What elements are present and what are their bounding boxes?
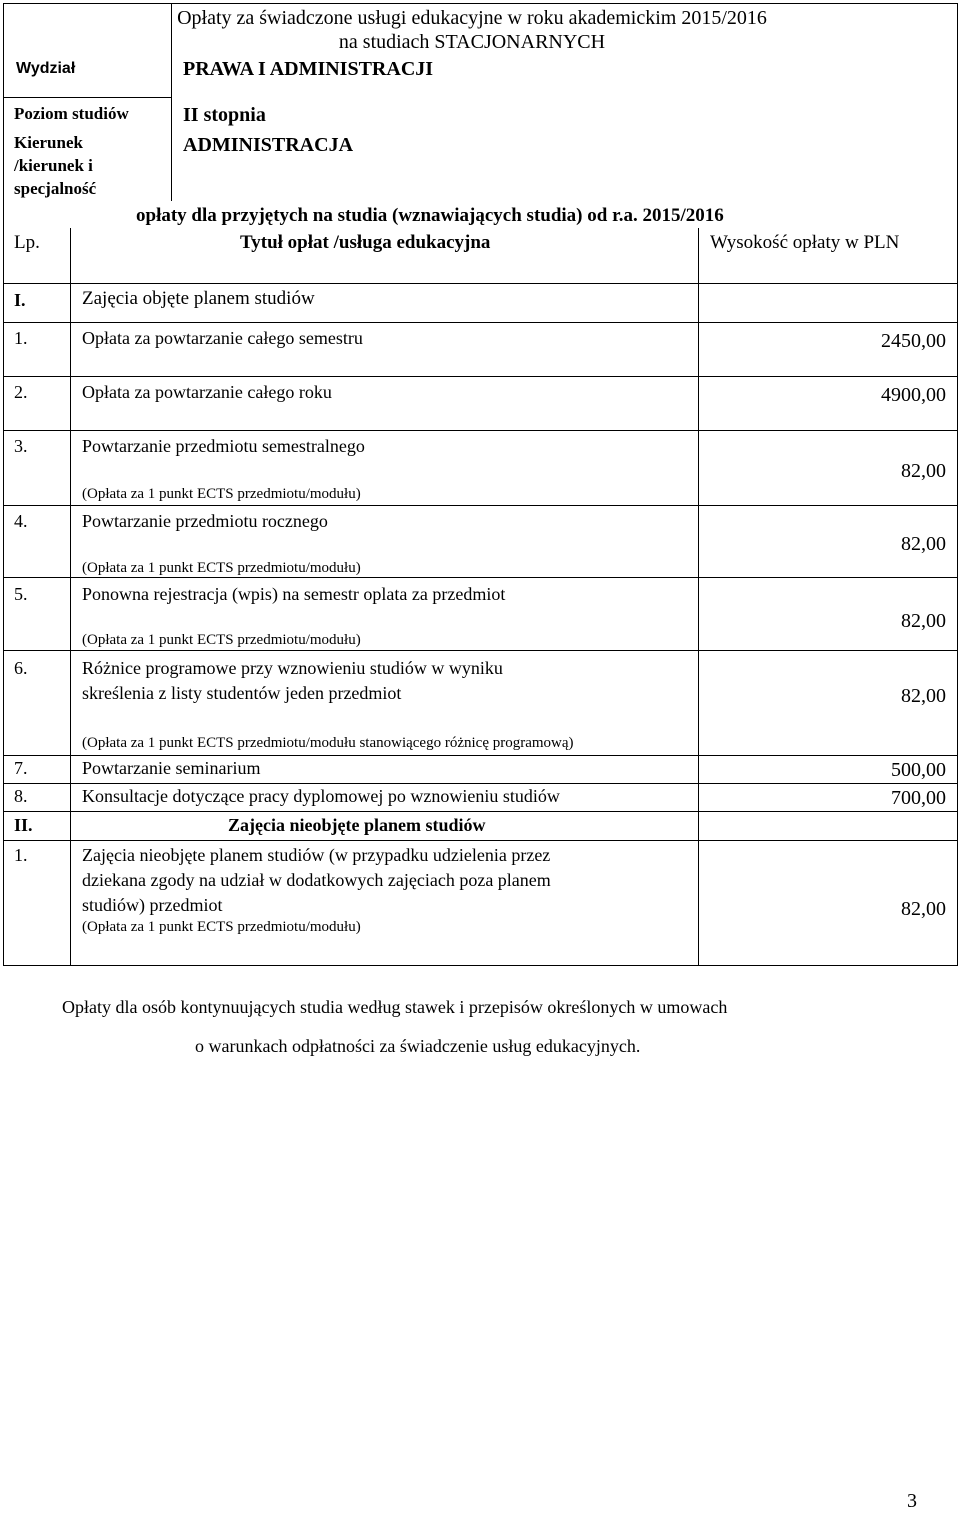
row-divider bbox=[3, 755, 958, 756]
row-amount: 500,00 bbox=[891, 759, 946, 781]
poziom-label: Poziom studiów bbox=[14, 104, 129, 123]
row-divider bbox=[3, 283, 958, 284]
wydzial-label: Wydział bbox=[16, 60, 76, 77]
row-text: Różnice programowe przy wznowieniu studiów w wyniku bbox=[82, 658, 503, 678]
row-text-line3: studiów) przedmiot bbox=[82, 895, 223, 915]
row-text: Zajęcia nieobjęte planem studiów (w przypadku udzielenia przez bbox=[82, 845, 551, 865]
row-amount: 82,00 bbox=[901, 533, 946, 555]
row-amount: 82,00 bbox=[901, 610, 946, 632]
wydzial-value: PRAWA I ADMINISTRACJI bbox=[183, 58, 434, 80]
row-divider bbox=[3, 430, 958, 431]
row-note: (Opłata za 1 punkt ECTS przedmiotu/modułu) bbox=[82, 560, 361, 576]
page-number: 3 bbox=[907, 1490, 917, 1512]
row-amount: 82,00 bbox=[901, 898, 946, 920]
row-number: 1. bbox=[14, 845, 28, 865]
row-text: Konsultacje dotyczące pracy dyplomowej po wznowieniu studiów bbox=[82, 786, 560, 806]
row-text-line2: skreślenia z listy studentów jeden przedmiot bbox=[82, 683, 402, 703]
row-note: (Opłata za 1 punkt ECTS przedmiotu/modułu) bbox=[82, 632, 361, 648]
row-divider bbox=[3, 811, 958, 812]
row-number: 3. bbox=[14, 436, 28, 456]
row-amount: 2450,00 bbox=[881, 330, 946, 352]
row-note: (Opłata za 1 punkt ECTS przedmiotu/modułu) bbox=[82, 486, 361, 502]
wydzial-row-divider bbox=[3, 97, 171, 98]
kierunek-value: ADMINISTRACJA bbox=[183, 134, 354, 156]
row-number: 2. bbox=[14, 382, 28, 402]
document-title: Opłaty za świadczone usługi edukacyjne w roku akademickim 2015/2016 bbox=[177, 7, 767, 29]
footer-note-line1: Opłaty dla osób kontynuujących studia według stawek i przepisów określonych w umowach bbox=[62, 997, 728, 1017]
row-divider bbox=[3, 376, 958, 377]
group-number: I. bbox=[14, 290, 26, 310]
row-amount: 700,00 bbox=[891, 787, 946, 809]
row-text: Ponowna rejestracja (wpis) na semestr oplata za przedmiot bbox=[82, 584, 506, 604]
kierunek-label-1: Kierunek bbox=[14, 133, 83, 152]
table-border-top bbox=[3, 3, 958, 4]
document-subtitle: na studiach STACJONARNYCH bbox=[338, 31, 606, 53]
row-divider bbox=[3, 840, 958, 841]
row-divider bbox=[3, 783, 958, 784]
row-text: Powtarzanie seminarium bbox=[82, 758, 261, 778]
row-divider bbox=[3, 505, 958, 506]
group-number: II. bbox=[14, 815, 33, 835]
row-divider bbox=[3, 322, 958, 323]
lp-column-divider bbox=[70, 228, 71, 965]
row-amount: 82,00 bbox=[901, 685, 946, 707]
amount-column-divider bbox=[698, 228, 699, 965]
table-border-bottom bbox=[3, 965, 958, 966]
column-header-amount: Wysokość opłaty w PLN bbox=[710, 232, 900, 253]
row-divider bbox=[3, 650, 958, 651]
column-header-title: Tytuł opłat /usługa edukacyjna bbox=[240, 232, 491, 253]
footer-note-line2: o warunkach odpłatności za świadczenie usług edukacyjnych. bbox=[195, 1036, 641, 1056]
group-title: Zajęcia objęte planem studiów bbox=[82, 288, 315, 309]
row-amount: 4900,00 bbox=[881, 384, 946, 406]
row-number: 6. bbox=[14, 658, 28, 678]
row-note: (Opłata za 1 punkt ECTS przedmiotu/modułu) bbox=[82, 919, 361, 935]
row-text: Powtarzanie przedmiotu rocznego bbox=[82, 511, 328, 531]
section-heading: opłaty dla przyjętych na studia (wznawiających studia) od r.a. 2015/2016 bbox=[136, 205, 724, 226]
row-number: 7. bbox=[14, 758, 28, 778]
row-text: Powtarzanie przedmiotu semestralnego bbox=[82, 436, 365, 456]
group-title: Zajęcia nieobjęte planem studiów bbox=[228, 815, 486, 835]
table-border-right bbox=[957, 3, 958, 966]
kierunek-label-3: specjalność bbox=[14, 179, 97, 198]
row-note: (Opłata za 1 punkt ECTS przedmiotu/modułu stanowiącego różnicę programową) bbox=[82, 735, 574, 751]
row-amount: 82,00 bbox=[901, 460, 946, 482]
row-text-line2: dziekana zgody na udział w dodatkowych zajęciach poza planem bbox=[82, 870, 551, 890]
column-header-lp: Lp. bbox=[14, 232, 40, 253]
poziom-value: II stopnia bbox=[183, 104, 266, 126]
row-number: 1. bbox=[14, 328, 28, 348]
row-number: 5. bbox=[14, 584, 28, 604]
row-text: Opłata za powtarzanie całego roku bbox=[82, 382, 332, 402]
row-divider bbox=[3, 577, 958, 578]
kierunek-label-2: /kierunek i bbox=[14, 156, 93, 175]
row-number: 8. bbox=[14, 786, 28, 806]
table-border-left bbox=[3, 3, 4, 966]
row-text: Opłata za powtarzanie całego semestru bbox=[82, 328, 363, 348]
row-number: 4. bbox=[14, 511, 28, 531]
